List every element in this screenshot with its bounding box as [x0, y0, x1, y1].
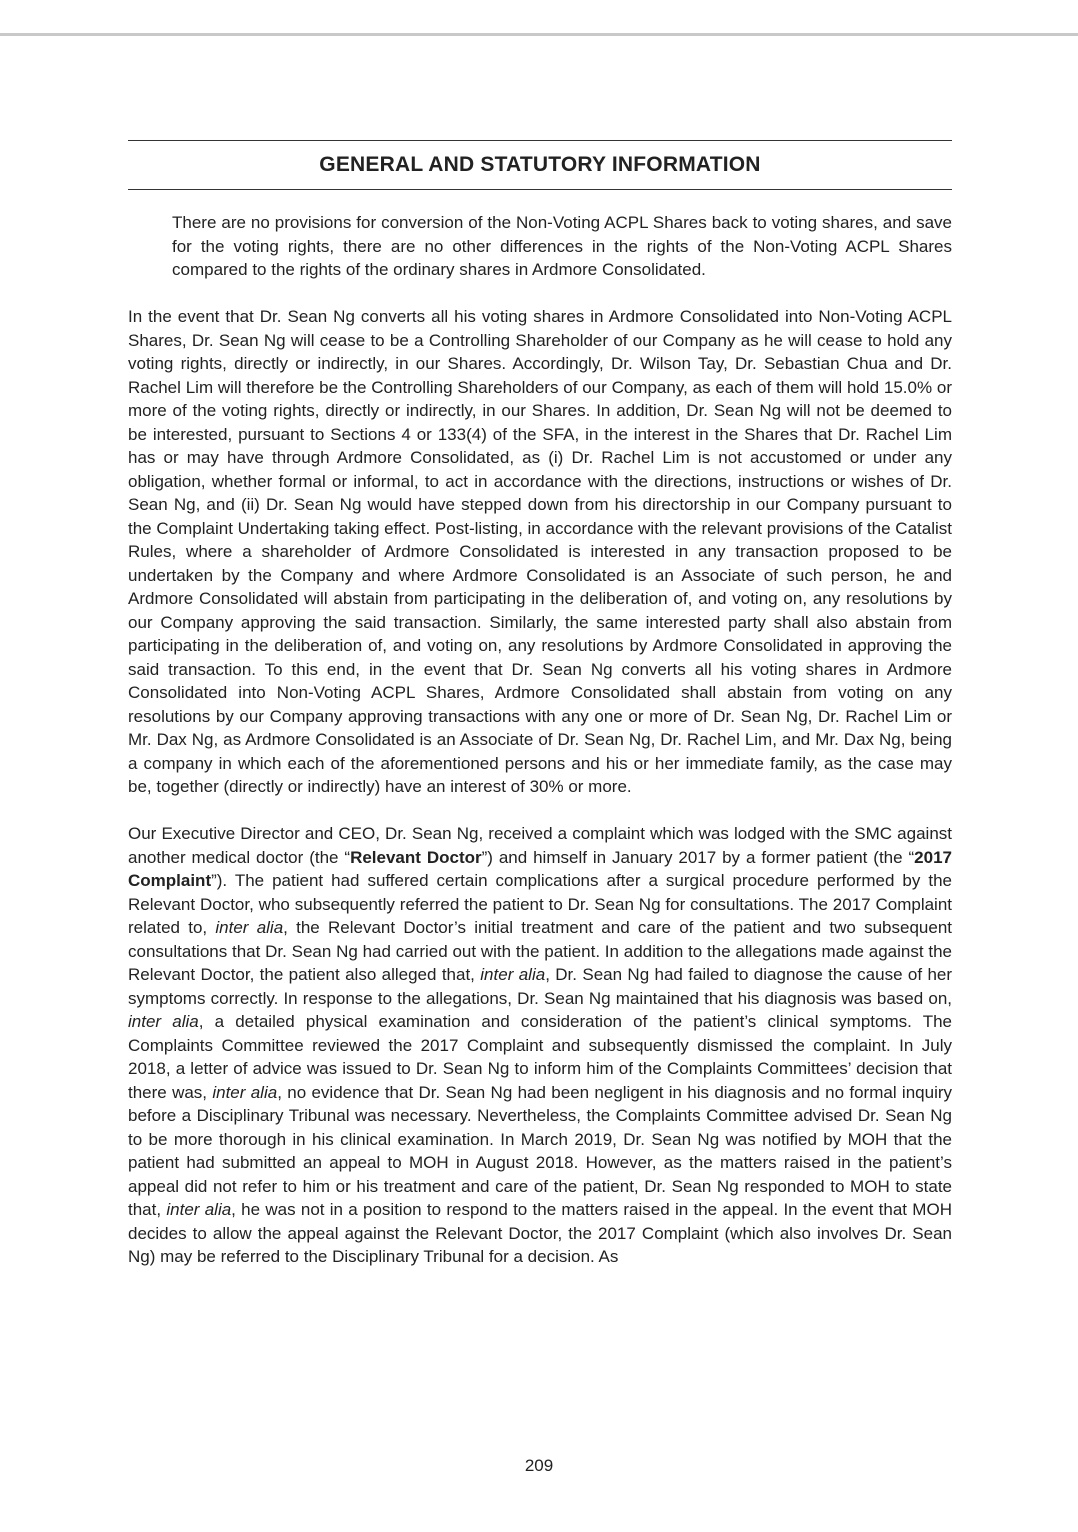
paragraph-conversion-provisions: There are no provisions for conversion of the Non-Voting ACPL Shares back to voting shares, and save for the voting rights, there are no other differences in the rights of the Non-Voting ACPL Shares compared to the rights of the ordinary shares in Ardmore Consolidated. [172, 213, 952, 279]
text-segment: , he was not in a position to respond to the matters raised in the appeal. In the event that MOH decides to allow the appeal against the Relevant Doctor, the 2017 Complaint (which also involves Dr. Sean Ng) may be referred to the Disciplinary Tribunal for a decision. As [128, 1200, 952, 1266]
latin-phrase: inter alia [166, 1200, 232, 1219]
document-body [128, 211, 952, 1292]
text-segment: Our Executive Director and CEO, Dr. Sean Ng, received a complaint which was lodged with the SMC against another medical doctor (the “ [128, 824, 952, 867]
latin-phrase: inter alia [128, 1012, 199, 1031]
text-segment: , no evidence that Dr. Sean Ng had been negligent in his diagnosis and no formal inquiry before a Disciplinary Tribunal was necessary. Nevertheless, the Complaints Committee advised Dr. Sean Ng to be more thorough in his clinical examination. In March 2019, Dr. Sean Ng was notified by MOH that the patient had submitted an appeal to MOH in August 2018. However, as the matters raised in the patient’s appeal did not refer to him or his treatment and care of the patient, Dr. Sean Ng responded to MOH to state that, [128, 1082, 953, 1219]
latin-phrase: inter alia [480, 965, 546, 984]
latin-phrase: inter alia [212, 1082, 278, 1102]
paragraph-2017-complaint [128, 822, 952, 1269]
top-border-rule [0, 33, 1078, 36]
page-title: GENERAL AND STATUTORY INFORMATION [319, 153, 761, 176]
latin-phrase: inter alia [215, 918, 284, 937]
page-header [128, 140, 952, 190]
defined-term-relevant-doctor: Relevant Doctor [350, 847, 482, 867]
text-segment: , the Relevant Doctor’s initial treatment and care of the patient and two subsequent consultations that Dr. Sean Ng had carried out with the patient. In addition to the allegations made against the Relevant Doctor, the patient also alleged that, [128, 918, 952, 984]
text-segment: , a detailed physical examination and consideration of the patient’s clinical symptoms. The Complaints Committee reviewed the 2017 Complaint and subsequently dismissed the complaint. In July 2018, a letter of advice was issued to Dr. Sean Ng to inform him of the Complaints Committees’ decision that there was, [128, 1012, 952, 1102]
text-segment: ”) and himself in January 2017 by a former patient (the “ [481, 847, 915, 867]
defined-term-2017-complaint: 2017 Complaint [128, 847, 952, 890]
page-number: 209 [524, 1456, 554, 1475]
text-segment: , Dr. Sean Ng had failed to diagnose the cause of her symptoms correctly. In response to the allegations, Dr. Sean Ng maintained that his diagnosis was based on, [128, 965, 953, 1008]
text-segment: ”). The patient had suffered certain complications after a surgical procedure performed by the Relevant Doctor, who subsequently referred the patient to Dr. Sean Ng for consultations. The 2017 Complaint related to, [128, 871, 952, 937]
paragraph-controlling-shareholders: In the event that Dr. Sean Ng converts all his voting shares in Ardmore Consolidated into Non-Voting ACPL Shares, Dr. Sean Ng will cease to be a Controlling Shareholder of our Company as he will cease to hold any voting rights, directly or indirectly, in our Shares. Accordingly, Dr. Wilson Tay, Dr. Sebastian Chua and Dr. Rachel Lim will therefore be the Controlling Shareholders of our Company, as each of them will hold 15.0% or more of the voting rights, directly or indirectly, in our Shares. In addition, Dr. Sean Ng will not be deemed to be interested, pursuant to Sections 4 or 133(4) of the SFA, in the interest in the Shares that Dr. Rachel Lim has or may have through Ardmore Consolidated, as (i) Dr. Rachel Lim is not accustomed or under any obligation, whether formal or informal, to act in accordance with the directions, instructions or wishes of Dr. Sean Ng, and (ii) Dr. Sean Ng would have stepped down from his directorship in our Company pursuant to the Complaint Undertaking taking effect. Post-listing, in accordance with the relevant provisions of the Catalist Rules, where a shareholder of Ardmore Consolidated is interested in any transaction proposed to be undertaken by the Company and where Ardmore Consolidated is an Associate of such person, he and Ardmore Consolidated will abstain from participating in the deliberation of, and voting on, any resolutions by our Company approving the said transaction. Similarly, the same interested party shall also abstain from participating in the deliberation of, and voting on, any resolutions by Ardmore Consolidated in approving the said transaction. To this end, in the event that Dr. Sean Ng converts all his voting shares in Ardmore Consolidated into Non-Voting ACPL Shares, Ardmore Consolidated shall abstain from voting on any resolutions by our Company approving transactions with any one or more of Dr. Sean Ng, Dr. Rachel Lim or Mr. Dax Ng, as Ardmore Consolidated is an Associate of Dr. Sean Ng, Dr. Rachel Lim, and Mr. Dax Ng, being a company in which each of the aforementioned persons and his or her immediate family, as the case may be, together (directly or indirectly) have an interest of 30% or more. [128, 307, 952, 796]
